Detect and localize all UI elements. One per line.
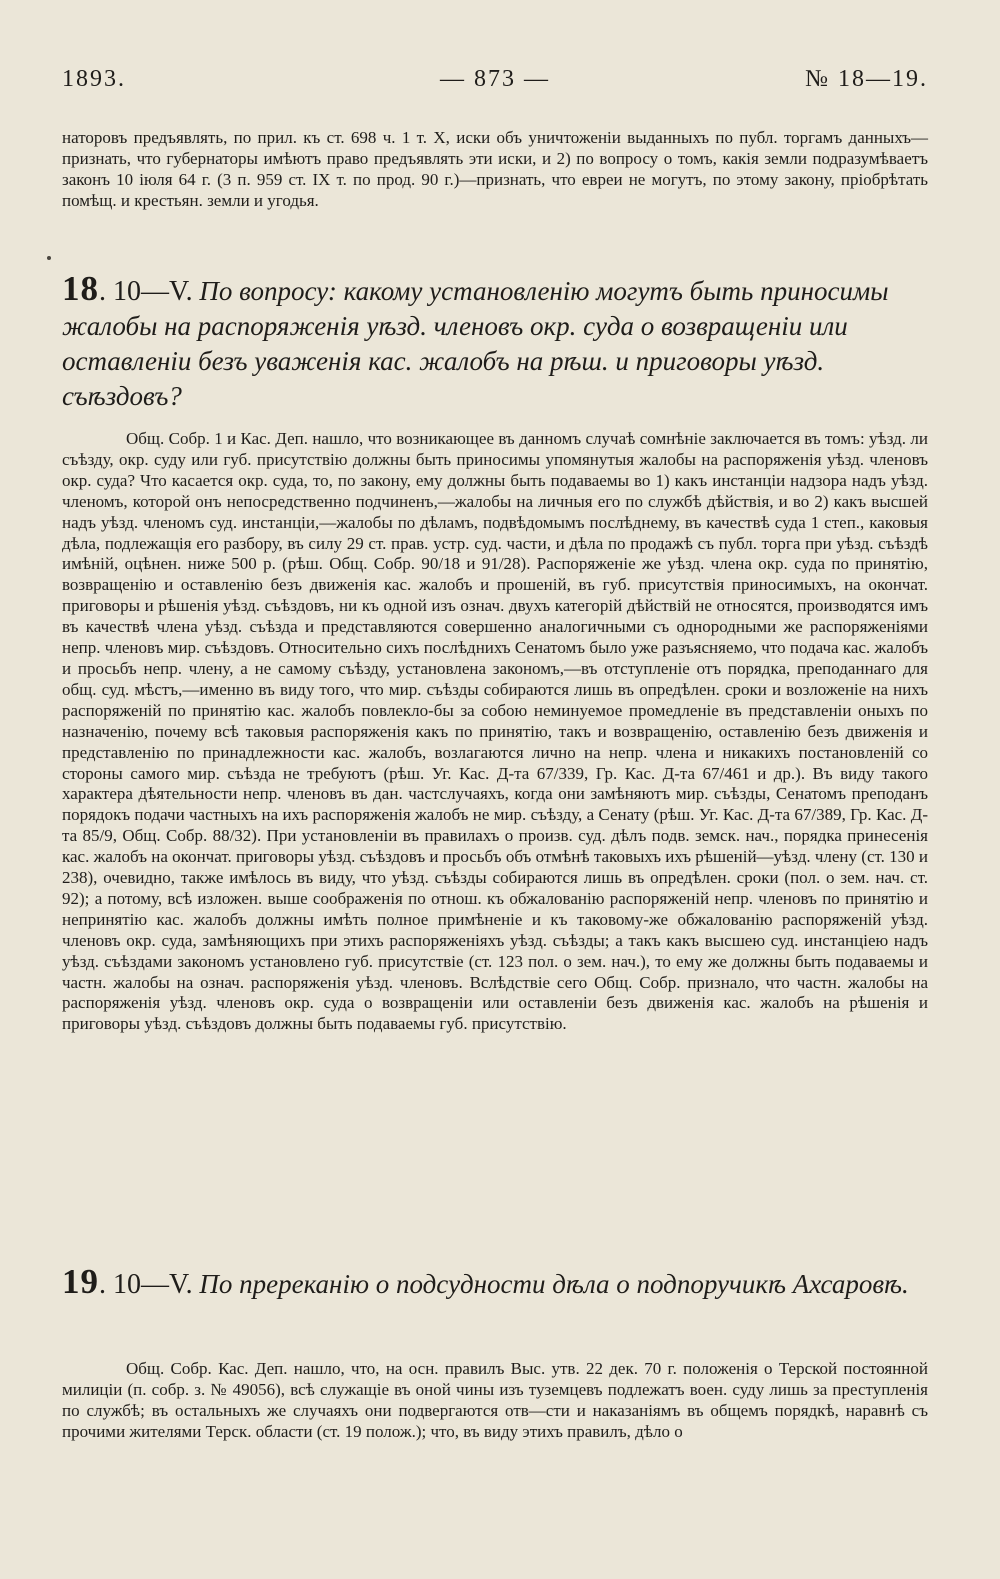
header-page-number: — 873 — (440, 66, 550, 92)
entry-19-body: Общ. Собр. Кас. Деп. нашло, что, на осн. правилъ Выс. утв. 22 дек. 70 г. положенія о Терской постоянной милиціи (п. собр. з. № 49056), всѣ служащіе въ оной чины изъ туземцевъ подлежатъ воен. суду лишь за преступленія по службѣ; въ остальныхъ же случаяхъ они подвергаются отв—сти и наказаніямъ въ общемъ порядкѣ, наравнѣ съ прочими жителями Терск. области (ст. 19 полож.); что, въ виду этихъ правилъ, дѣло о (62, 1359, 928, 1441)
entry-19-date: 10—V. (113, 1269, 193, 1300)
entry-19-number: 19 (62, 1262, 99, 1301)
entry-18-date: 10—V. (113, 276, 193, 307)
entry-18-body: Общ. Собр. 1 и Кас. Деп. нашло, что возникающее въ данномъ случаѣ сомнѣніе заключается въ томъ: уѣзд. ли съѣзду, окр. суду или губ. присутствію должны быть приносимы упомянутыя жалобы на распоряженія уѣзд. членовъ окр. суда? Что касается окр. суда, то, по закону, ему должны быть подаваемы во 1) какъ инстанціи надзора надъ уѣзд. членомъ, которой онъ непосредственно подчиненъ,—жалобы на личныя его по службѣ дѣйствія, и во 2) какъ высшей надъ уѣзд. членомъ суд. инстанціи,—жалобы по дѣламъ, подвѣдомымъ послѣднему, въ качествѣ суда 1 степ., каковыя дѣла, подлежащія его разбору, въ силу 29 ст. прав. устр. суд. части, и дѣла по продажѣ съ публ. торга при уѣзд. съѣздѣ имѣній, оцѣнен. ниже 500 р. (рѣш. Общ. Собр. 90/18 и 91/28). Распоряженіе же уѣзд. члена окр. суда по принятію, возвращенію и оставленію безъ движенія кас. жалобъ и прошеній, въ губ. присутствія приносимыхъ, на окончат. приговоры и рѣшенія уѣзд. съѣздовъ, ни къ одной изъ означ. двухъ категорій дѣйствій не относятся, производятся имъ въ качествѣ члена уѣзд. съѣзда и представляются совершенно аналогичными съ однородными же распоряженіями непр. членовъ мир. съѣздовъ. Относительно сихъ послѣднихъ Сенатомъ было уже разъясняемо, что подача кас. жалобъ и просьбъ непр. члену, а не самому съѣзду, установлена закономъ,—въ отступленіе отъ порядка, преподаннаго для общ. суд. мѣстъ,—именно въ виду того, что мир. съѣзды собираются лишь въ опредѣлен. сроки и возложеніе на нихъ распоряженій по принятію кас. жалобъ повлекло-бы за собою неминуемое промедленіе въ представленіи оныхъ по назначенію, почему всѣ таковыя распоряженія какъ по принятію, такъ и возвращенію, оставленію безъ движенія и представленію по принадлежности кас. жалобъ, возлагаются лично на непр. члена и никакихъ постановленій со стороны самого мир. съѣзда не требуютъ (рѣш. Уг. Кас. Д-та 67/339, Гр. Кас. Д-та 67/461 и др.). Въ виду такого характера дѣятельности непр. членовъ въ дан. частслучаяхъ, когда они замѣняютъ мир. съѣзды, Сенатомъ преподанъ порядокъ подачи частныхъ на ихъ распоряженія жалобъ не мир. съѣзду, а Сенату (рѣш. Уг. Кас. Д-та 67/389, Гр. Кас. Д-та 85/9, Общ. Собр. 88/32). При установленіи въ правилахъ о произв. суд. дѣлъ подв. земск. нач., порядка принесенія кас. жалобъ на окончат. приговоры уѣзд. съѣздовъ и просьбъ объ отмѣнѣ таковыхъ ихъ рѣшеній—уѣзд. члену (ст. 130 и 238), очевидно, также имѣлось въ виду, что уѣзд. съѣзды собираются лишь въ опредѣлен. сроки (пол. о зем. нач. ст. 92); а потому, всѣ изложен. выше соображенія по отнош. къ обжалованію распоряженій непр. членовъ по принятію и непринятію кас. жалобъ должны имѣть полное примѣненіе и къ таковому-же обжалованію распоряженій уѣзд. членовъ окр. суда, замѣняющихъ при этихъ распоряженіяхъ уѣзд. съѣзды; а такъ какъ высшею суд. инстанціею надъ уѣзд. съѣздами закономъ установлено губ. присутствіе (ст. 123 пол. о зем. нач.), то ему же должны быть подаваемы и частн. жалобы на означ. распоряженія уѣзд. членовъ. Вслѣдствіе сего Общ. Собр. признало, что частн. жалобы на распоряженія уѣзд. членовъ окр. суда о возвращеніи или оставленіи безъ движенія кас. жалобъ на рѣшенія и приговоры уѣзд. съѣздовъ должны быть подаваемы губ. присутствію. (62, 429, 928, 1034)
page-header (62, 66, 928, 102)
entry-18-heading: 18. 10—V. По вопросу: какому установленію могутъ быть приносимы жалобы на распоряженія уѣзд. членовъ окр. суда о возвращеніи или оставленіи безъ уваженія кас. жалобъ на рѣш. и приговоры уѣзд. съѣздовъ? (62, 269, 889, 411)
entry-19-heading: 19. 10—V. По пререканію о подсудности дѣла о подпоручикѣ Ахсаровѣ. (62, 1262, 909, 1301)
entry-19-title: По пререканію о подсудности дѣла о подпоручикѣ Ахсаровѣ. (199, 1269, 909, 1299)
intro-paragraph: наторовъ предъявлять, по прил. къ ст. 698 ч. 1 т. X, иски объ уничтоженіи выданныхъ по публ. торгамъ данныхъ—признать, что губернаторы имѣютъ право предъявлять эти иски, и 2) по вопросу о томъ, какія земли подразумѣваетъ законъ 10 іюля 64 г. (3 п. 959 ст. IX т. по прод. 90 г.)—признать, что евреи не могутъ, по этому закону, пріобрѣтать помѣщ. и крестьян. земли и угодья. (62, 128, 928, 210)
entry-18-title: По вопросу: какому установленію могутъ быть приносимы жалобы на распоряженія уѣзд. членовъ окр. суда о возвращеніи или оставленіи безъ уваженія кас. жалобъ на рѣш. и приговоры уѣзд. съѣздовъ? (62, 276, 889, 411)
header-issue-number: № 18—19. (805, 66, 928, 92)
entry-18-number: 18 (62, 269, 99, 308)
margin-dot (47, 256, 51, 260)
header-year: 1893. (62, 66, 126, 92)
